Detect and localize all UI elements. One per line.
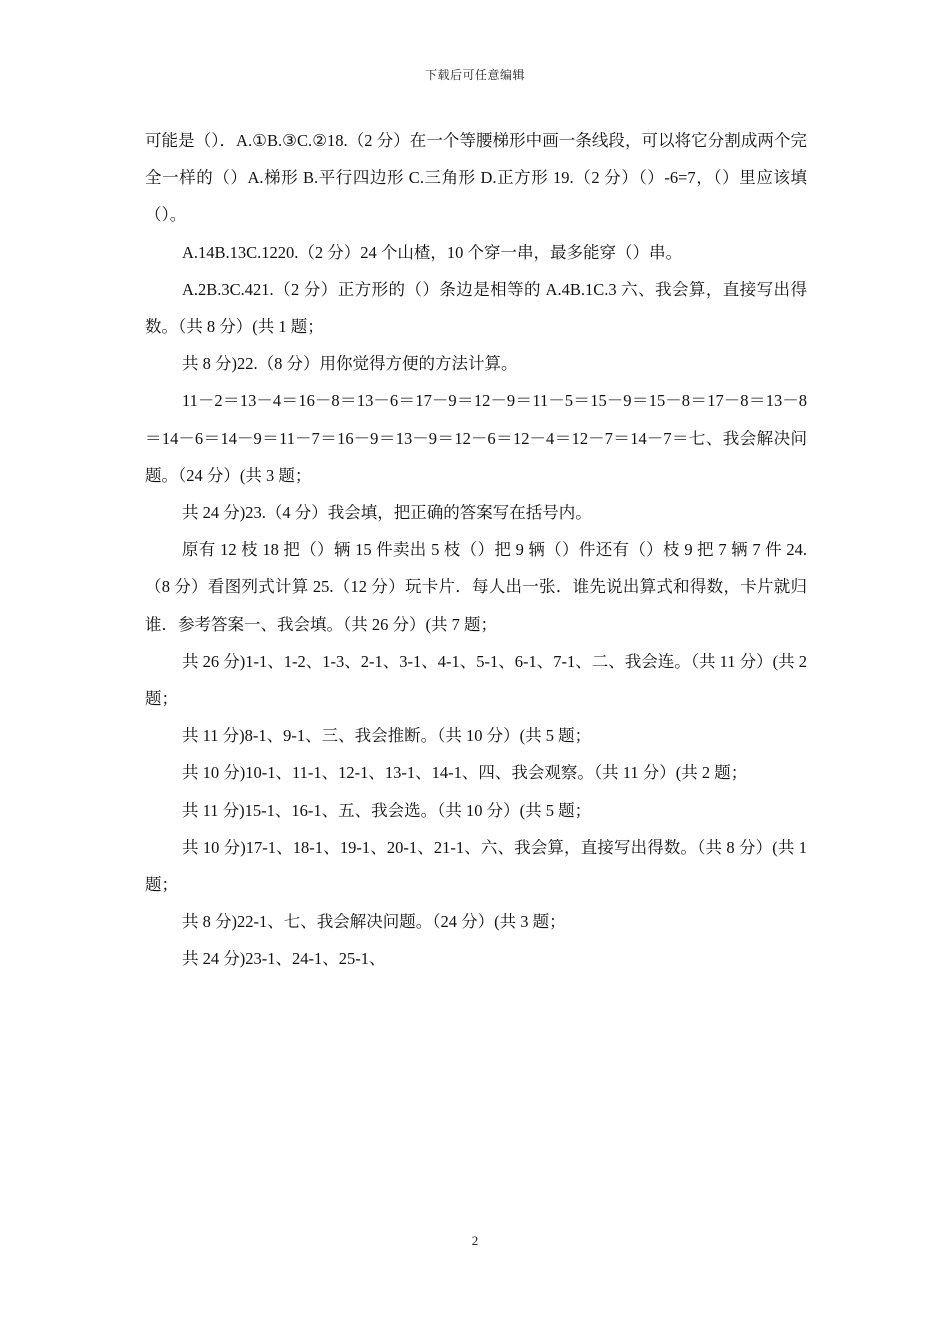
page-number: 2 (471, 1233, 479, 1248)
paragraph: 共 26 分)1-1、1-2、1-3、2-1、3-1、4-1、5-1、6-1、7-1、二、我会连。（共 11 分）(共 2 题； (145, 651, 807, 709)
paragraph: 共 10 分)17-1、18-1、19-1、20-1、21-1、六、我会算，直接写出得数。（共 8 分）(共 1 题； (145, 837, 807, 895)
paragraph: 原有 12 枝 18 把（）辆 15 件卖出 5 枝（）把 9 辆（）件还有（）枝 9 把 7 辆 7 件 24.（8 分）看图列式计算 25.（12 分）玩卡片．每人出一张．谁先说出算式和得数，卡片就归谁．参考答案一、我会填。（共 26 分）(共 7 题； (145, 540, 807, 634)
paragraph: 共 11 分)15-1、16-1、五、我会选。（共 10 分）(共 5 题； (182, 800, 592, 820)
paragraph: A.2B.3C.421.（2 分）正方形的（）条边是相等的 A.4B.1C.3 六、我会算，直接写出得数。（共 8 分）(共 1 题； (145, 279, 807, 337)
paragraph: 共 8 分)22.（8 分）用你觉得方便的方法计算。 (182, 354, 518, 374)
paragraph: 共 8 分)22-1、七、我会解决问题。（24 分）(共 3 题； (182, 912, 566, 932)
paragraph: 共 24 分)23.（4 分）我会填，把正确的答案写在括号内。 (182, 503, 592, 523)
paragraph: 11－2＝13－4＝16－8＝13－6＝17－9＝12－9＝11－5＝15－9＝15－8＝17－8＝13－8＝14－6＝14－9＝11－7＝16－9＝13－9＝12－6＝12－4＝12－7＝14－7＝七、我会解决问题。（24 分）(共 3 题； (145, 391, 807, 485)
paragraph: 可能是（）．A.①B.③C.②18.（2 分）在一个等腰梯形中画一条线段，可以将它分割成两个完全一样的（）A.梯形 B.平行四边形 C.三角形 D.正方形 19.（2 分）（）-6=7，（）里应该填（）。 (145, 131, 807, 225)
page-header: 下载后可任意编辑 (424, 68, 525, 82)
paragraph: 共 24 分)23-1、24-1、25-1、 (182, 949, 386, 969)
paragraph: 共 10 分)10-1、11-1、12-1、13-1、14-1、四、我会观察。（共 11 分）(共 2 题； (182, 763, 748, 783)
document-body (145, 122, 807, 978)
paragraph: A.14B.13C.1220.（2 分）24 个山楂，10 个穿一串，最多能穿（）串。 (182, 242, 683, 262)
paragraph: 共 11 分)8-1、9-1、三、我会推断。（共 10 分）(共 5 题； (182, 726, 592, 746)
